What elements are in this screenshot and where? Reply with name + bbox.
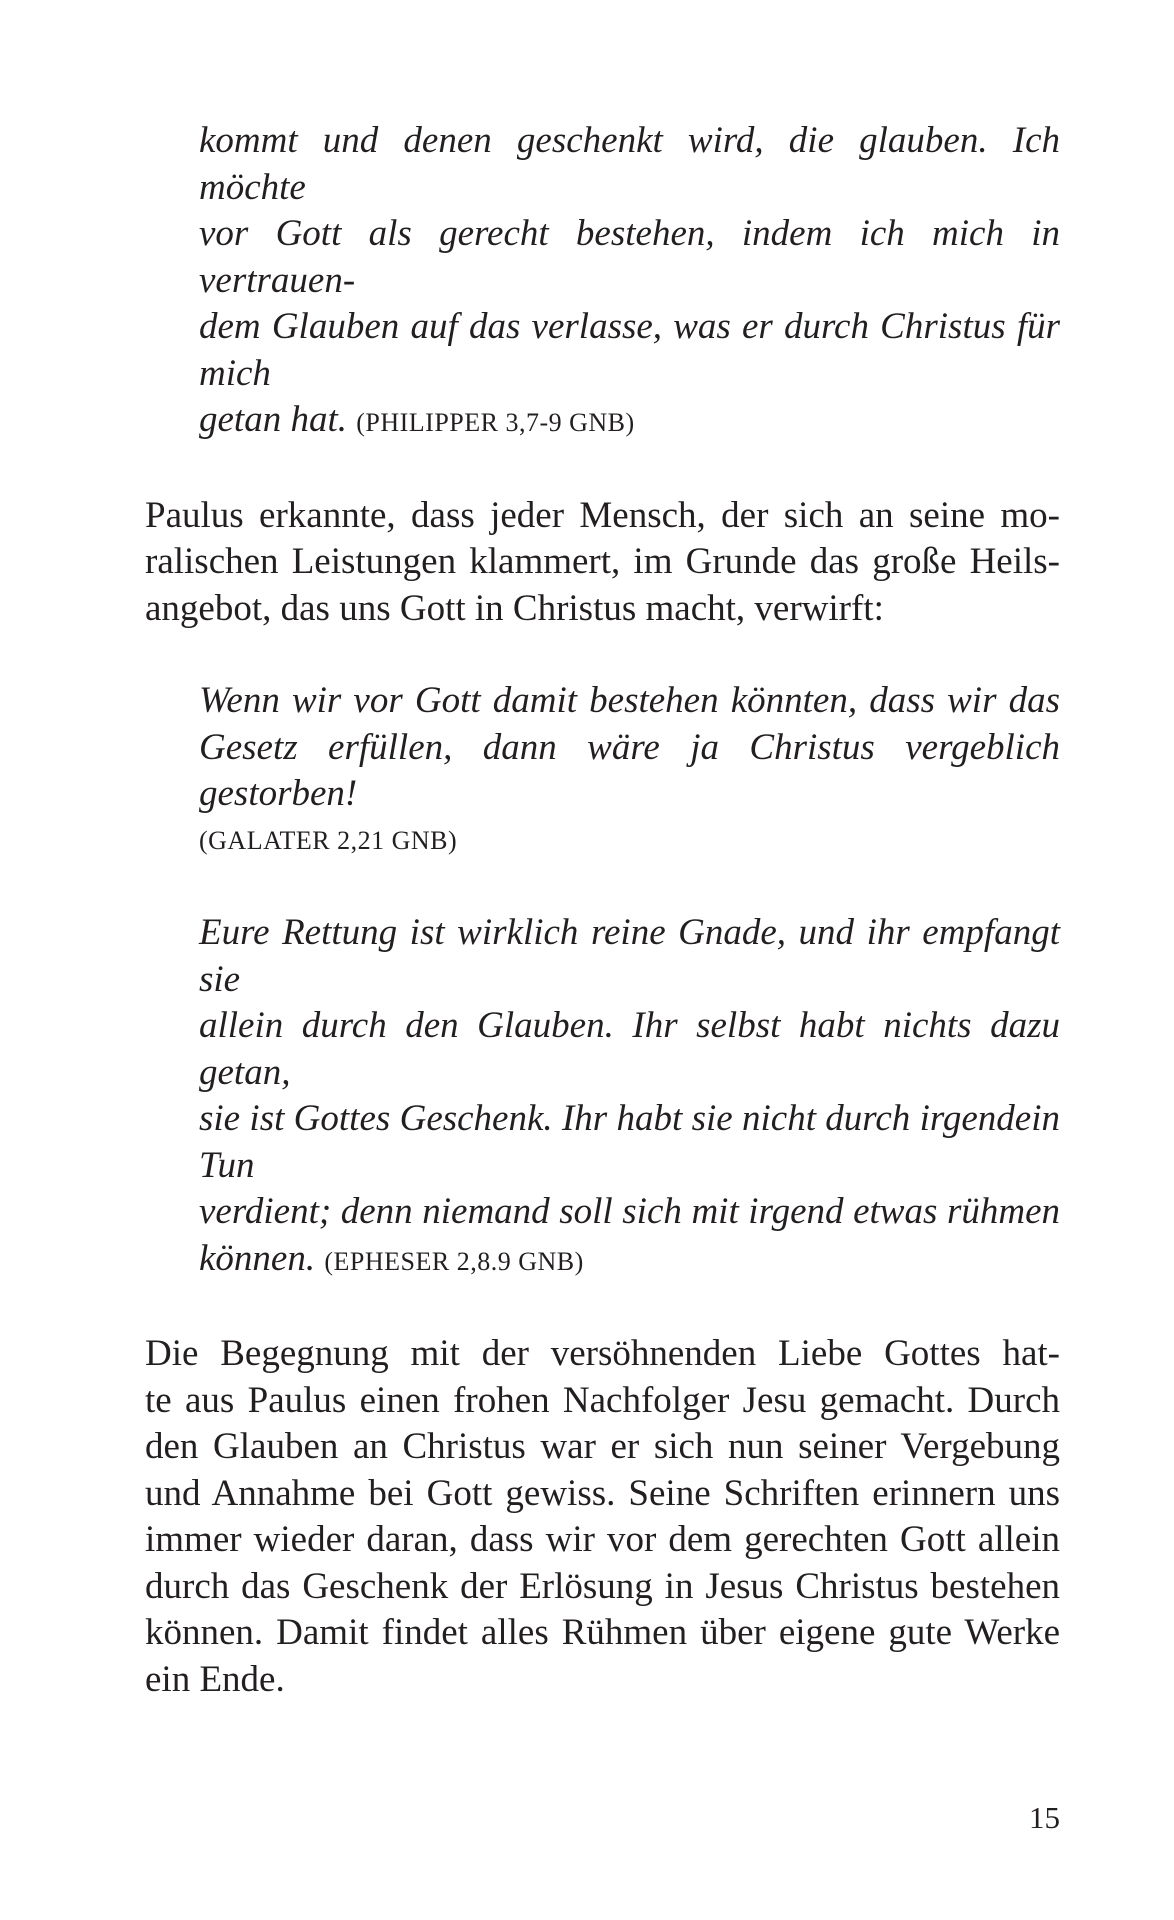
quote-line: getan hat. (199, 399, 347, 440)
bible-reference: (EPHESER 2,8.9 GNB) (324, 1246, 584, 1276)
quote-last-line (199, 397, 1060, 447)
quote-line: Wenn wir vor Gott damit bestehen könnten, dass wir das (199, 680, 1060, 721)
quote-line: Gesetz erfüllen, dann wäre ja Christus vergeblich gestorben! (199, 726, 1060, 814)
quote-line: kommt und denen geschenkt wird, die glauben. Ich möchte (199, 120, 1060, 208)
quote-line: allein durch den Glauben. Ihr selbst habt nichts dazu getan, (199, 1005, 1060, 1093)
page-content (145, 118, 1060, 1703)
page-number: 15 (1029, 1800, 1060, 1835)
bible-quote-philipper (199, 118, 1060, 447)
quote-line: Eure Rettung ist wirklich reine Gnade, und ihr empfangt sie (199, 912, 1060, 1000)
quote-line: können. (199, 1237, 316, 1279)
bible-quote-epheser (199, 910, 1060, 1285)
bible-reference: (GALATER 2,21 GNB) (199, 825, 458, 855)
paragraph-line: Die Begegnung mit der versöhnenden Liebe Gottes hat- (145, 1333, 1060, 1374)
paragraph-line: und Annahme bei Gott gewiss. Seine Schriften erinnern uns (145, 1472, 1060, 1514)
quote-line: vor Gott als gerecht bestehen, indem ich mich in vertrauen- (199, 213, 1060, 301)
paragraph-line: durch das Geschenk der Erlösung in Jesus Christus bestehen (145, 1565, 1060, 1607)
paragraph-line: ralischen Leistungen klammert, im Grunde das große Heils- (145, 541, 1060, 582)
paragraph-line: Paulus erkannte, dass jeder Mensch, der sich an seine mo- (145, 494, 1060, 536)
quote-last-line (199, 1236, 1060, 1286)
bible-quote-galater (199, 678, 1060, 864)
quote-line: dem Glauben auf das verlasse, was er durch Christus für mich (199, 306, 1060, 394)
body-paragraph (145, 493, 1060, 633)
paragraph-line: te aus Paulus einen frohen Nachfolger Jesu gemacht. Durch (145, 1379, 1060, 1421)
body-paragraph (145, 1331, 1060, 1703)
paragraph-line: immer wieder daran, dass wir vor dem gerechten Gott allein (145, 1519, 1060, 1560)
paragraph-line: können. Damit findet alles Rühmen über eigene gute Werke (145, 1612, 1060, 1653)
paragraph-line: angebot, das uns Gott in Christus macht, verwirft: (145, 587, 884, 629)
bible-reference: (PHILIPPER 3,7-9 GNB) (356, 408, 635, 437)
paragraph-line: den Glauben an Christus war er sich nun seiner Vergebung (145, 1426, 1060, 1467)
quote-line: sie ist Gottes Geschenk. Ihr habt sie nicht durch irgendein Tun (199, 1098, 1060, 1186)
paragraph-line: ein Ende. (145, 1658, 285, 1700)
quote-line: verdient; denn niemand soll sich mit irgend etwas rühmen (199, 1191, 1060, 1232)
